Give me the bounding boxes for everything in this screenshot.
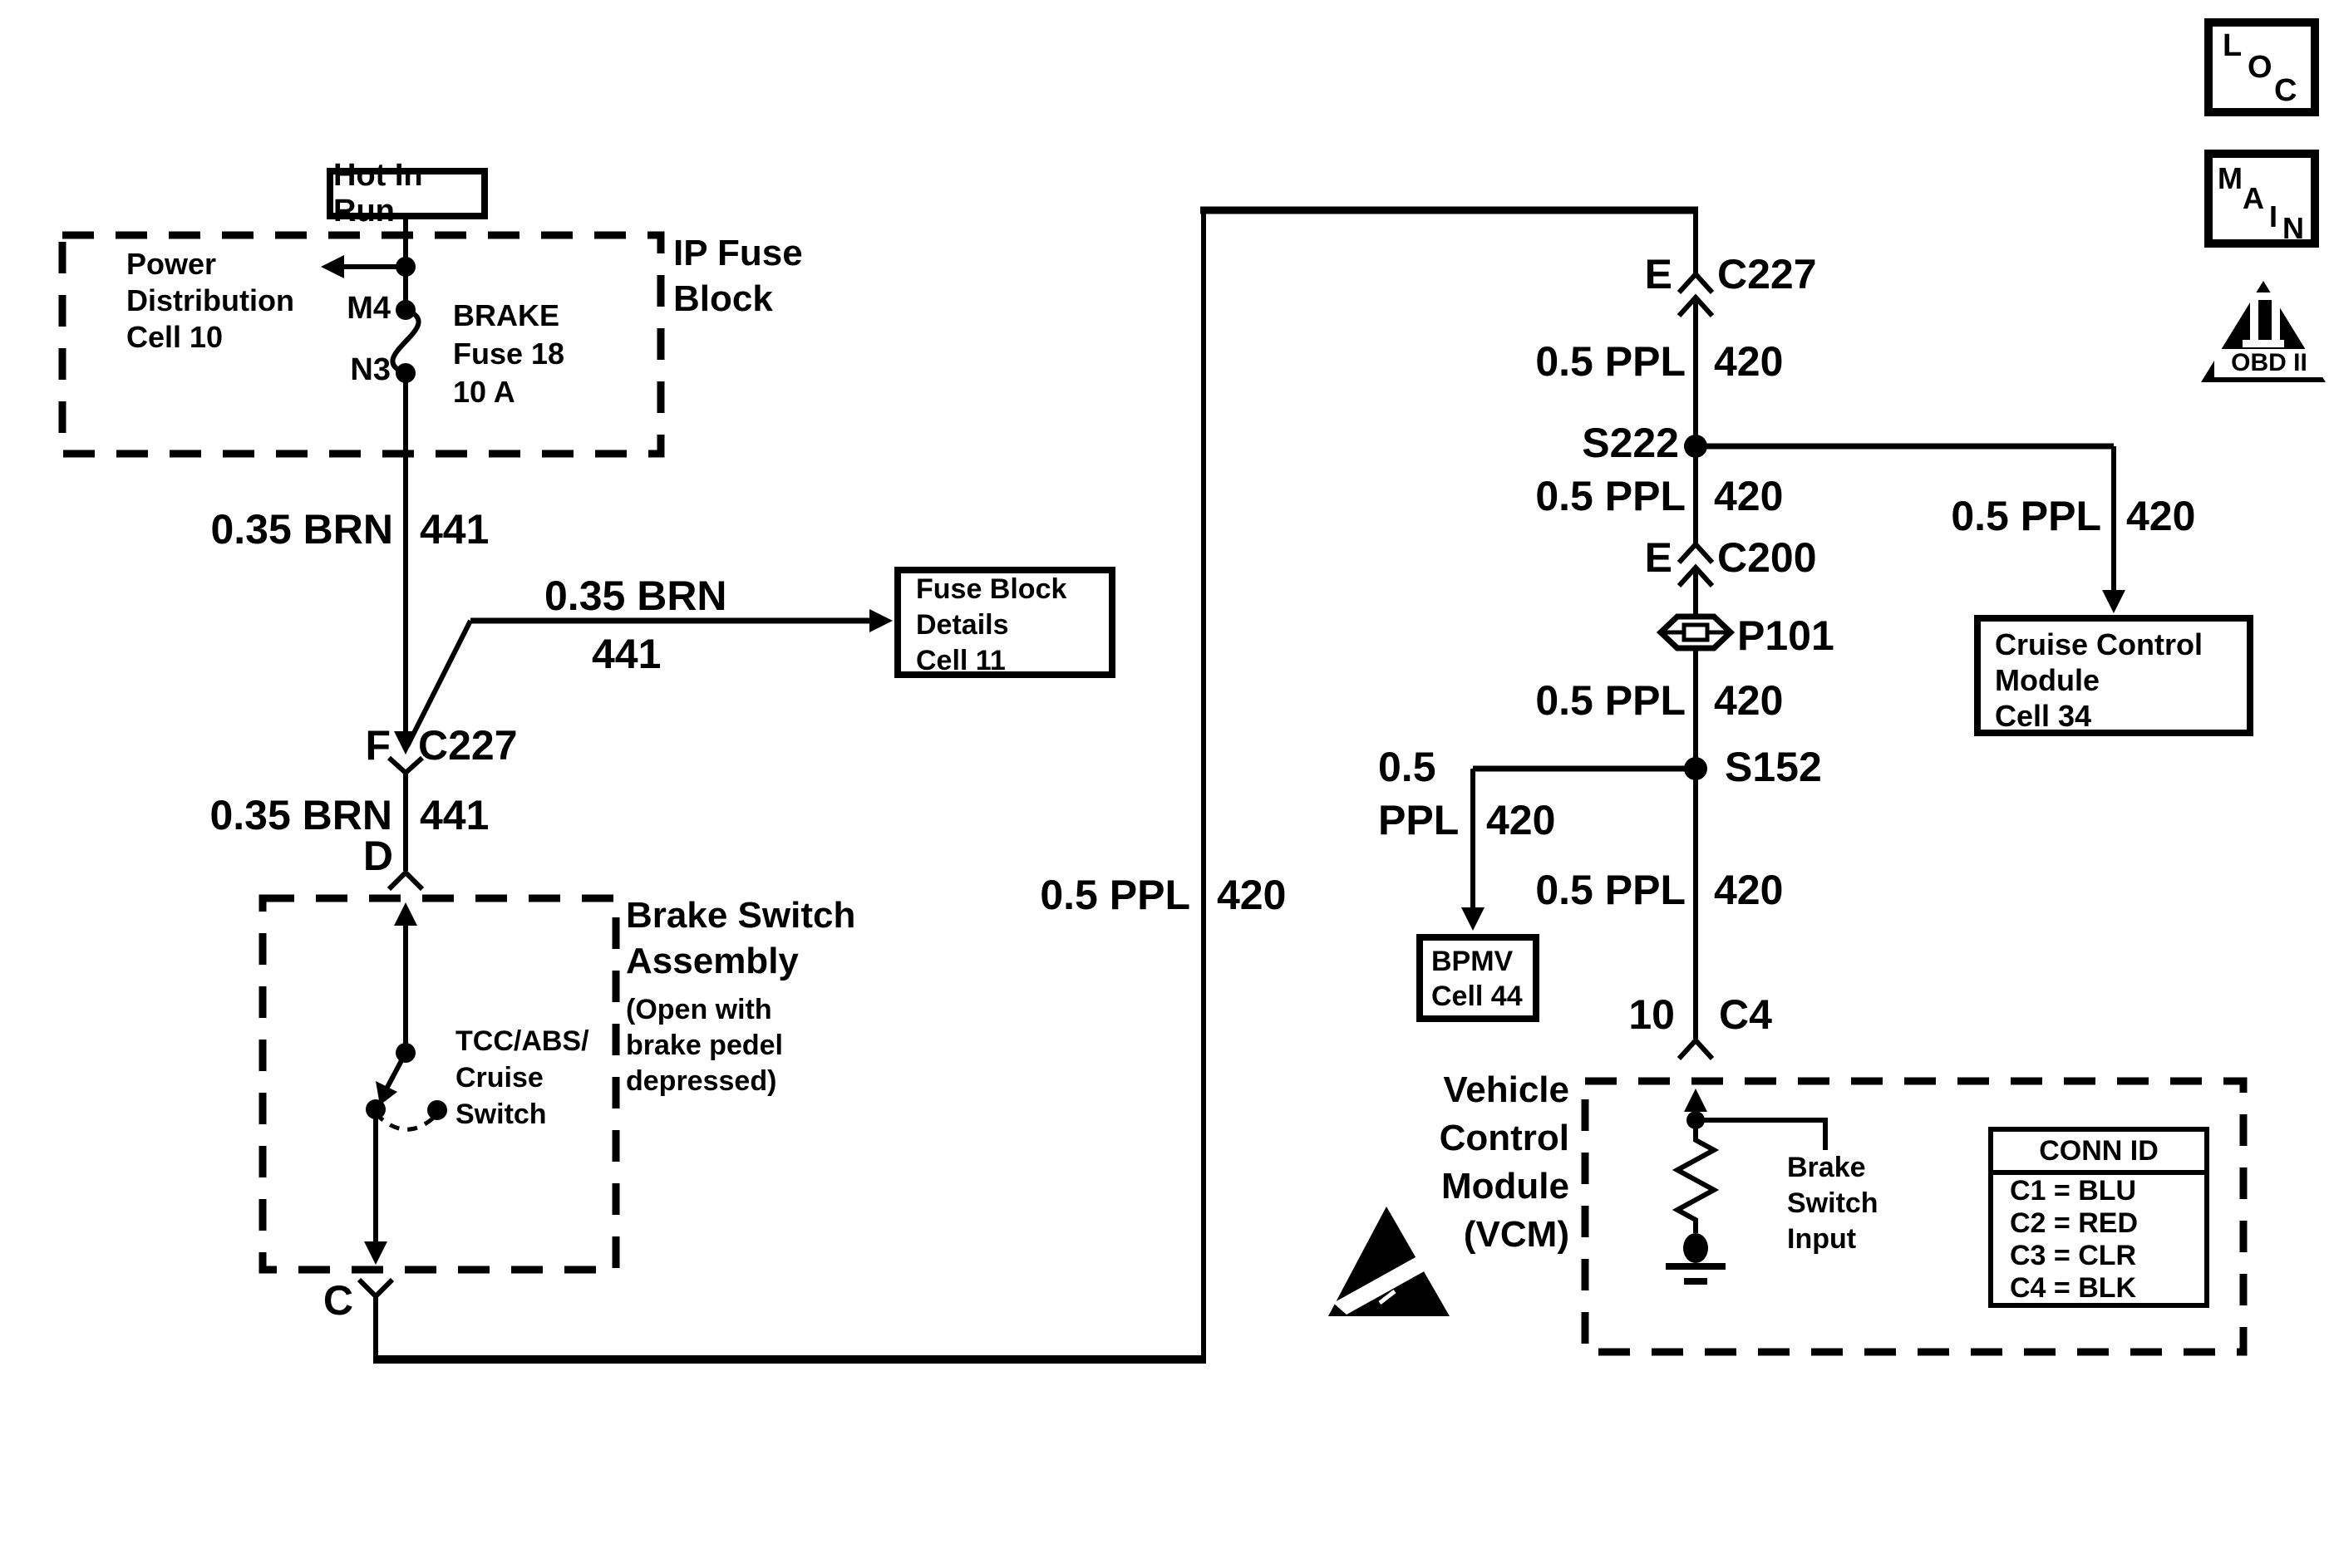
arrow-down-f-icon [394, 731, 417, 755]
hot-in-run-label: Hot In Run [333, 158, 423, 229]
vcm-label-line: Control [1439, 1118, 1569, 1158]
connector-pin-c: C [323, 1277, 353, 1324]
loc-letter: O [2248, 50, 2272, 85]
fuse-pin-n3: N3 [350, 352, 391, 387]
conn-id-row: C3 = CLR [2010, 1240, 2137, 1271]
wire-spec: 0.35 BRN [209, 792, 392, 838]
fuse-terminal-n3-dot [396, 363, 416, 383]
bpmv-branch-spec-line: PPL [1378, 797, 1460, 843]
connector-c4-icon [1679, 1040, 1712, 1059]
cruise-branch-circuit: 420 [2126, 493, 2196, 539]
connector-e-c227-icon [1679, 274, 1712, 292]
connector-id-c200: C200 [1717, 534, 1817, 581]
wire-spec: 0.5 PPL [1040, 872, 1190, 918]
connector-pin-10: 10 [1628, 991, 1675, 1038]
vcm-junction-dot [1686, 1111, 1705, 1129]
branch-wire-spec: 0.35 BRN [544, 573, 727, 619]
vcm-input-line: Switch [1787, 1187, 1878, 1219]
fuse-name-line: BRAKE [453, 298, 560, 332]
switch-contact-right-dot [427, 1100, 447, 1120]
arrow-left-icon [321, 255, 344, 278]
bpmv-branch-circuit: 420 [1486, 797, 1556, 843]
connector-id-c227: C227 [418, 722, 518, 769]
assembly-note-line: brake pedel [626, 1030, 783, 1061]
loc-badge [2204, 18, 2319, 116]
cruise-module-line: Cruise Control [1995, 627, 2203, 661]
wire-circuit: 420 [1714, 677, 1784, 724]
connector-e-c200-icon [1679, 544, 1712, 563]
switch-contact-top-dot [396, 1043, 416, 1063]
obd2-badge-label: OBD II [2214, 349, 2324, 377]
connector-id-c227: C227 [1717, 251, 1817, 297]
switch-name-line: TCC/ABS/ [455, 1025, 589, 1057]
connector-id-c4: C4 [1719, 991, 1772, 1038]
wire-circuit: 420 [1714, 473, 1784, 519]
assembly-note-line: (Open with [626, 994, 772, 1025]
main-letter: A [2243, 181, 2264, 215]
vcm-input-line: Brake [1787, 1152, 1866, 1183]
esd-warning-icon [1328, 1207, 1450, 1316]
wire-circuit: 441 [420, 792, 490, 838]
grommet-p101-icon [1661, 617, 1731, 648]
bpmv-line: BPMV [1431, 946, 1514, 977]
resistor-ground-dot [1683, 1233, 1708, 1263]
vcm-input-stub [1696, 1120, 1825, 1150]
conn-id-row: C1 = BLU [2010, 1175, 2137, 1207]
wire-circuit: 441 [420, 506, 490, 553]
vcm-label-line: Module [1441, 1166, 1569, 1207]
wire-spec: 0.35 BRN [210, 506, 393, 553]
wire-spec: 0.5 PPL [1535, 473, 1686, 519]
arrow-up-vcm-icon [1684, 1089, 1707, 1112]
vcm-label-line: Vehicle [1443, 1069, 1569, 1110]
loc-letter: C [2274, 73, 2297, 108]
assembly-title-line: Brake Switch [626, 895, 856, 936]
wire-circuit: 420 [1714, 338, 1784, 385]
bpmv-line: Cell 44 [1431, 981, 1523, 1012]
power-distribution-line: Distribution [126, 283, 294, 317]
power-distribution-line: Cell 10 [126, 320, 224, 354]
switch-name-line: Switch [455, 1099, 547, 1130]
arrow-down-cruise-icon [2102, 590, 2125, 613]
fuse-details-line: Cell 11 [916, 645, 1006, 676]
cruise-branch-spec: 0.5 PPL [1951, 493, 2101, 539]
arrow-down-bpmv-icon [1461, 907, 1485, 931]
switch-name-line: Cruise [455, 1062, 544, 1094]
splice-s222-dot [1684, 435, 1707, 458]
splice-s222-label: S222 [1582, 420, 1679, 466]
wire-circuit: 420 [1714, 867, 1784, 913]
cruise-module-line: Cell 34 [1995, 699, 2092, 733]
splice-s152-dot [1684, 757, 1707, 780]
loc-letter: L [2223, 28, 2243, 63]
arrow-down-c-icon [364, 1241, 387, 1265]
main-letter: M [2218, 161, 2243, 195]
wire-circuit: 420 [1217, 872, 1287, 918]
switch-throw-arc [376, 1113, 437, 1129]
fuse-terminal-m4-dot [396, 300, 416, 320]
vcm-input-line: Input [1787, 1223, 1857, 1255]
vcm-label-line: (VCM) [1463, 1214, 1569, 1255]
connector-pin-e: E [1644, 251, 1672, 297]
switch-contact-left-dot [366, 1099, 386, 1119]
fuse-details-line: Details [916, 609, 1009, 641]
fuse-details-line: Fuse Block [916, 573, 1067, 605]
fuse-pin-m4: M4 [347, 291, 391, 326]
hot-in-run-box [327, 158, 488, 229]
main-letter: N [2282, 211, 2304, 245]
brake-switch-assembly-box [263, 898, 616, 1270]
arrow-up-d-icon [394, 902, 417, 926]
connector-pin-f: F [365, 722, 391, 769]
conn-id-header: CONN ID [1993, 1132, 2204, 1175]
ip-fuse-block-label: Block [673, 278, 773, 319]
fuse-name-line: Fuse 18 [453, 337, 565, 371]
assembly-title-line: Assembly [626, 941, 799, 981]
wire-spec: 0.5 PPL [1535, 867, 1686, 913]
connector-pin-d: D [362, 833, 393, 879]
cruise-module-line: Module [1995, 663, 2100, 697]
connector-d-icon [389, 872, 422, 889]
main-badge [2204, 150, 2319, 248]
wire-spec: 0.5 PPL [1535, 338, 1686, 385]
splice-s152-label: S152 [1725, 744, 1822, 790]
branch-wire-circuit: 441 [592, 631, 662, 677]
fuse-name-line: 10 A [453, 375, 515, 409]
main-letter: I [2269, 199, 2278, 233]
arrow-right-icon [869, 609, 893, 632]
grommet-p101-label: P101 [1737, 612, 1834, 659]
conn-id-table [1988, 1127, 2209, 1308]
connector-f-c227-icon [389, 758, 422, 773]
resistor-icon [1677, 1120, 1714, 1233]
ip-fuse-block-label: IP Fuse [673, 233, 803, 273]
junctions [366, 257, 1708, 1263]
power-distribution-line: Power [126, 247, 217, 281]
connector-c-icon [359, 1280, 392, 1296]
connector-pin-e: E [1644, 534, 1672, 581]
conn-id-row: C2 = RED [2010, 1207, 2138, 1239]
assembly-note-line: depressed) [626, 1065, 777, 1097]
wire-spec: 0.5 PPL [1535, 677, 1686, 724]
junction-dot [396, 257, 416, 277]
conn-id-row: C4 = BLK [2010, 1272, 2137, 1304]
bpmv-branch-spec-line: 0.5 [1378, 744, 1436, 790]
